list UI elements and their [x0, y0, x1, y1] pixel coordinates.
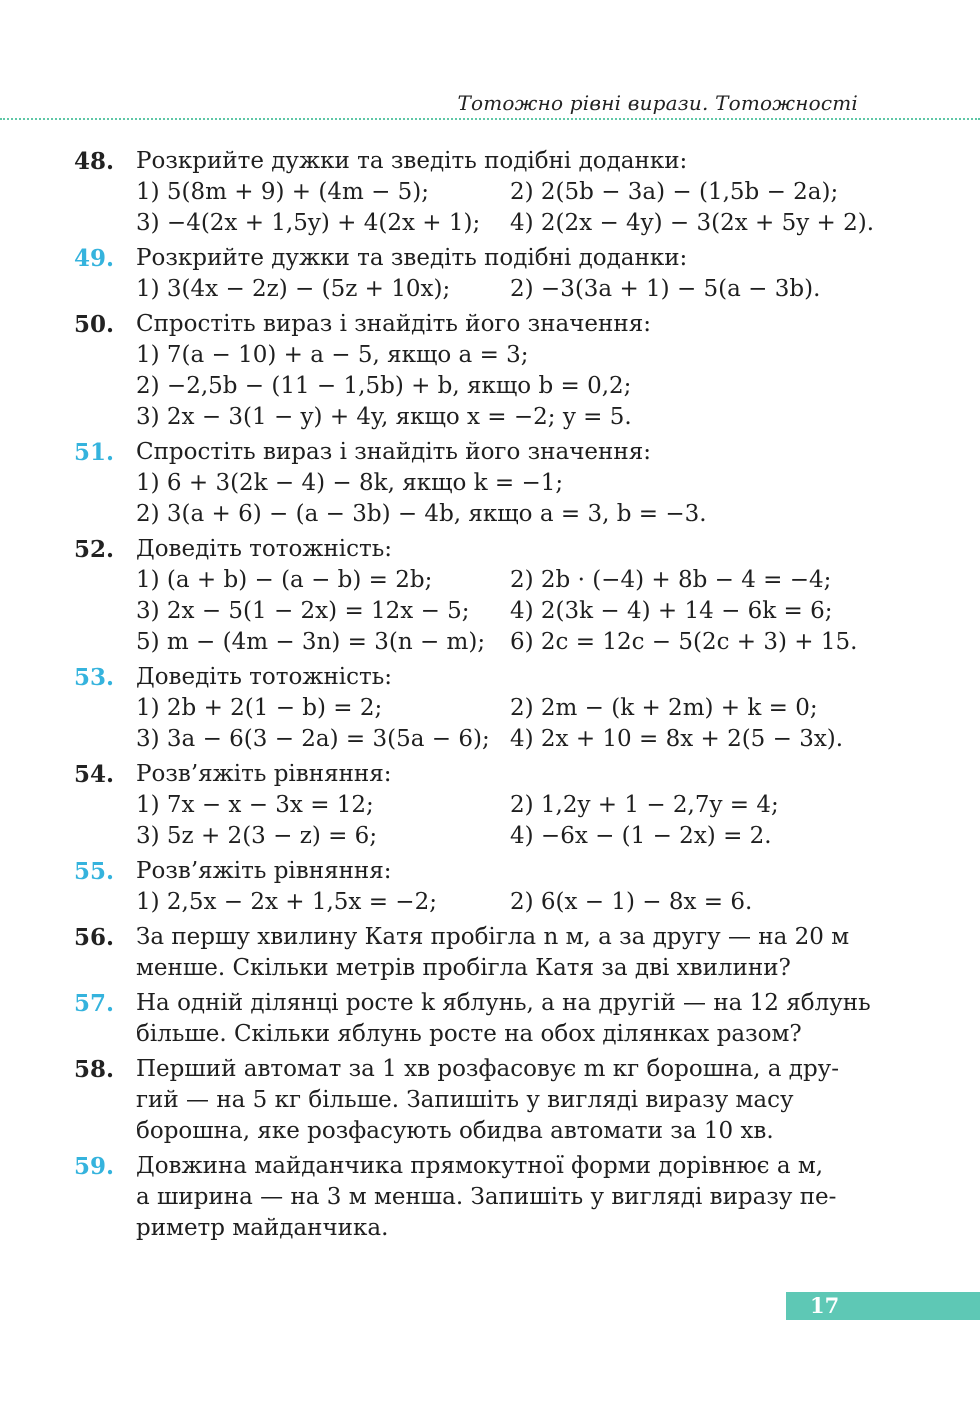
problem-text: Доведіть тотожність: — [136, 664, 393, 690]
problem-number: 53. — [74, 664, 115, 691]
problem-line — [74, 177, 874, 208]
problem-line — [74, 1213, 874, 1244]
problem-line — [74, 274, 874, 305]
problem-57 — [74, 988, 874, 1050]
problem-text: 1) 7x − x − 3x = 12; — [136, 792, 374, 818]
problem-54 — [74, 759, 874, 852]
problem-text: 3) 2x − 3(1 − y) + 4y, якщо x = −2; y = 5. — [136, 404, 632, 430]
problem-line — [74, 1054, 874, 1085]
problem-text: борошна, яке розфасують обидва автомати за 10 хв. — [136, 1118, 774, 1144]
problem-text: 2) 3(a + 6) − (a − 3b) − 4b, якщо a = 3, b = −3. — [136, 501, 707, 527]
problem-text: Доведіть тотожність: — [136, 536, 393, 562]
problem-line — [74, 662, 874, 693]
problem-text: Спростіть вираз і знайдіть його значення: — [136, 311, 651, 337]
problem-48 — [74, 146, 874, 239]
problem-text: Розв’яжіть рівняння: — [136, 761, 392, 787]
problem-text: більше. Скільки яблунь росте на обох ділянках разом? — [136, 1021, 802, 1047]
page-number-tab — [786, 1292, 980, 1320]
header-divider — [0, 118, 980, 120]
problem-line — [74, 887, 874, 918]
problem-line — [74, 371, 874, 402]
problem-text-col2: 2) 6(x − 1) − 8x = 6. — [510, 889, 753, 915]
problem-line — [74, 208, 874, 239]
problem-text: менше. Скільки метрів пробігла Катя за дві хвилини? — [136, 955, 791, 981]
problem-line — [74, 821, 874, 852]
problem-number: 56. — [74, 924, 115, 951]
problem-text: 5) m − (4m − 3n) = 3(n − m); — [136, 629, 486, 655]
problem-text: За першу хвилину Катя пробігла n м, а за другу — на 20 м — [136, 924, 850, 950]
problem-line — [74, 565, 874, 596]
problem-number: 51. — [74, 439, 115, 466]
problem-text: 1) 5(8m + 9) + (4m − 5); — [136, 179, 430, 205]
problem-text-col2: 2) 2b · (−4) + 8b − 4 = −4; — [510, 567, 832, 593]
problem-number: 54. — [74, 761, 115, 788]
problem-line — [74, 534, 874, 565]
problem-number: 59. — [74, 1153, 115, 1180]
problem-text: Спростіть вираз і знайдіть його значення: — [136, 439, 651, 465]
problem-text: 1) (a + b) − (a − b) = 2b; — [136, 567, 433, 593]
problem-line — [74, 759, 874, 790]
problem-line — [74, 309, 874, 340]
problem-text-col2: 4) 2(2x − 4y) − 3(2x + 5y + 2). — [510, 210, 875, 236]
problem-text: 1) 2b + 2(1 − b) = 2; — [136, 695, 383, 721]
problem-number: 55. — [74, 858, 115, 885]
problem-line — [74, 724, 874, 755]
problem-number: 50. — [74, 311, 115, 338]
problem-text: Перший автомат за 1 хв розфасовує m кг борошна, а дру- — [136, 1056, 839, 1082]
problem-text-col2: 2) 2m − (k + 2m) + k = 0; — [510, 695, 818, 721]
problem-line — [74, 953, 874, 984]
problem-text-col2: 2) 1,2y + 1 − 2,7y = 4; — [510, 792, 779, 818]
problem-text: Довжина майданчика прямокутної форми дорівнює a м, — [136, 1153, 824, 1179]
problem-text: 1) 2,5x − 2x + 1,5x = −2; — [136, 889, 437, 915]
problem-text-col2: 4) −6x − (1 − 2x) = 2. — [510, 823, 772, 849]
problem-text: 3) 2x − 5(1 − 2x) = 12x − 5; — [136, 598, 470, 624]
problem-line — [74, 627, 874, 658]
problem-number: 49. — [74, 245, 115, 272]
problem-text-col2: 2) 2(5b − 3a) − (1,5b − 2a); — [510, 179, 839, 205]
problem-text: гий — на 5 кг більше. Запишіть у вигляді виразу масу — [136, 1087, 794, 1113]
problem-text: 1) 6 + 3(2k − 4) − 8k, якщо k = −1; — [136, 470, 564, 496]
problem-text-col2: 4) 2x + 10 = 8x + 2(5 − 3x). — [510, 726, 844, 752]
problem-list — [74, 146, 874, 1248]
problem-line — [74, 437, 874, 468]
problem-text: 2) −2,5b − (11 − 1,5b) + b, якщо b = 0,2; — [136, 373, 632, 399]
problem-line — [74, 988, 874, 1019]
problem-line — [74, 596, 874, 627]
problem-line — [74, 340, 874, 371]
problem-line — [74, 402, 874, 433]
problem-text: 1) 7(a − 10) + a − 5, якщо a = 3; — [136, 342, 529, 368]
problem-55 — [74, 856, 874, 918]
problem-text-col2: 2) −3(3a + 1) − 5(a − 3b). — [510, 276, 821, 302]
problem-text: Розкрийте дужки та зведіть подібні доданки: — [136, 245, 688, 271]
problem-52 — [74, 534, 874, 658]
problem-line — [74, 1116, 874, 1147]
problem-line — [74, 922, 874, 953]
problem-text: Розкрийте дужки та зведіть подібні доданки: — [136, 148, 688, 174]
problem-line — [74, 499, 874, 530]
problem-line — [74, 856, 874, 887]
problem-number: 57. — [74, 990, 115, 1017]
problem-line — [74, 1019, 874, 1050]
page-number: 17 — [810, 1293, 840, 1318]
problem-number: 58. — [74, 1056, 115, 1083]
problem-line — [74, 468, 874, 499]
problem-line — [74, 146, 874, 177]
problem-line — [74, 1085, 874, 1116]
problem-line — [74, 693, 874, 724]
problem-number: 48. — [74, 148, 115, 175]
problem-text: Розв’яжіть рівняння: — [136, 858, 392, 884]
problem-line — [74, 790, 874, 821]
problem-number: 52. — [74, 536, 115, 563]
problem-text: 3) 3a − 6(3 − 2a) = 3(5a − 6); — [136, 726, 490, 752]
problem-59 — [74, 1151, 874, 1244]
problem-58 — [74, 1054, 874, 1147]
problem-text: а ширина — на 3 м менша. Запишіть у вигляді виразу пе- — [136, 1184, 837, 1210]
problem-text: 3) −4(2x + 1,5y) + 4(2x + 1); — [136, 210, 481, 236]
problem-49 — [74, 243, 874, 305]
problem-line — [74, 1182, 874, 1213]
problem-text: 1) 3(4x − 2z) − (5z + 10x); — [136, 276, 451, 302]
problem-51 — [74, 437, 874, 530]
running-header: Тотожно рівні вирази. Тотожності — [457, 91, 858, 115]
problem-50 — [74, 309, 874, 433]
problem-text-col2: 6) 2c = 12c − 5(2c + 3) + 15. — [510, 629, 858, 655]
problem-53 — [74, 662, 874, 755]
problem-text: На одній ділянці росте k яблунь, а на другій — на 12 яблунь — [136, 990, 871, 1016]
problem-56 — [74, 922, 874, 984]
problem-line — [74, 1151, 874, 1182]
problem-text: риметр майданчика. — [136, 1215, 389, 1241]
problem-line — [74, 243, 874, 274]
problem-text-col2: 4) 2(3k − 4) + 14 − 6k = 6; — [510, 598, 833, 624]
problem-text: 3) 5z + 2(3 − z) = 6; — [136, 823, 378, 849]
